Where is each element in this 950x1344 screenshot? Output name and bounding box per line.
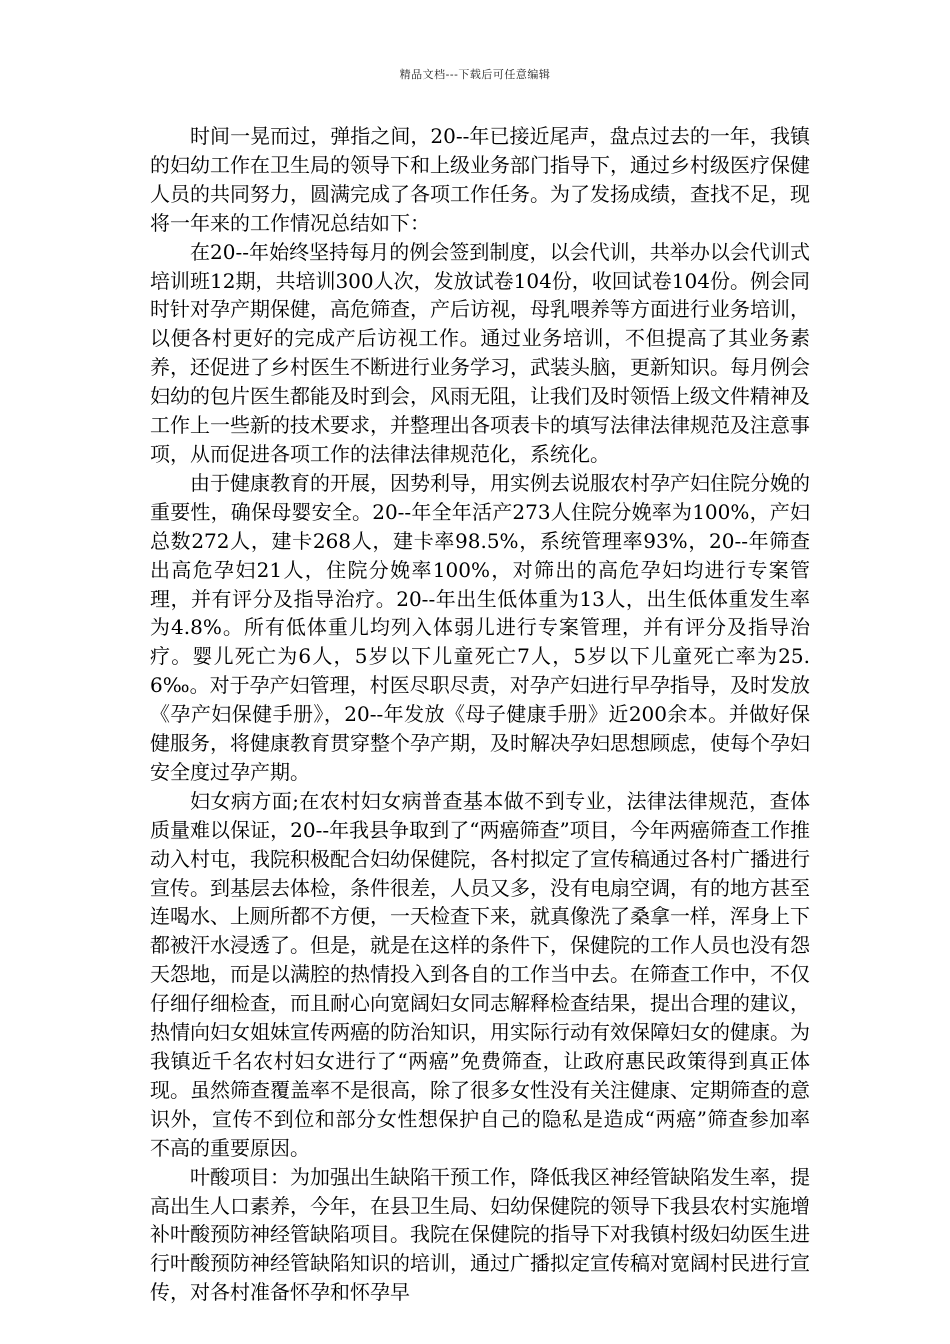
paragraph-maternal-health: 由于健康教育的开展，因势利导，用实例去说服农村孕产妇住院分娩的重要性，确保母婴安全。20--年全年活产273人住院分娩率为100%，产妇总数272人，建卡268人，建卡率98.5%，系统管理率93%，20--年筛查出高危孕妇21人，住院分娩率100%，对筛出的高危孕妇均进行专案管理，并有评分及指导治疗。20--年出生低体重为13人，出生低体重发生率为4.8%。所有低体重儿均列入体弱儿进行专案管理，并有评分及指导治疗。婴儿死亡为6人，5岁以下儿童死亡7人，5岁以下儿童死亡率为25.6‰。对于孕产妇管理，村医尽职尽责，对孕产妇进行早孕指导，及时发放《孕产妇保健手册》，20--年发放《母子健康手册》近200余本。并做好保健服务，将健康教育贯穿整个孕产期，及时解决孕妇思想顾虑，使每个孕妇安全度过孕产期。	[150, 470, 810, 784]
paragraph-womens-disease: 妇女病方面;在农村妇女病普查基本做不到专业，法律法律规范，查体质量难以保证，20--年我县争取到了“两癌筛查”项目，今年两癌筛查工作推动入村屯，我院积极配合妇幼保健院，各村拟定了宣传稿通过各村广播进行宣传。到基层去体检，条件很差，人员又多，没有电扇空调，有的地方甚至连喝水、上厕所都不方便，一天检查下来，就真像洗了桑拿一样，浑身上下都被汗水浸透了。但是，就是在这样的条件下，保健院的工作人员也没有怨天怨地，而是以满腔的热情投入到各自的工作当中去。在筛查工作中，不仅仔细仔细检查，而且耐心向宽阔妇女同志解释检查结果，提出合理的建议，热情向妇女姐妹宣传两癌的防治知识，用实际行动有效保障妇女的健康。为我镇近千名农村妇女进行了“两癌”免费筛查，让政府惠民政策得到真正体现。虽然筛查覆盖率不是很高，除了很多女性没有关注健康、定期筛查的意识外，宣传不到位和部分女性想保护自己的隐私是造成“两癌”筛查参加率不高的重要原因。	[150, 788, 810, 1160]
document-body	[150, 122, 810, 1307]
paragraph-folic-acid: 叶酸项目：为加强出生缺陷干预工作，降低我区神经管缺陷发生率，提高出生人口素养，今年，在县卫生局、妇幼保健院的领导下我县农村实施增补叶酸预防神经管缺陷项目。我院在保健院的指导下对我镇村级妇幼医生进行叶酸预防神经管缺陷知识的培训，通过广播拟定宣传稿对宽阔村民进行宣传，对各村准备怀孕和怀孕早	[150, 1164, 810, 1305]
page-header: 精品文档---下载后可任意编辑	[399, 68, 551, 81]
paragraph-intro: 时间一晃而过，弹指之间，20--年已接近尾声，盘点过去的一年，我镇的妇幼工作在卫生局的领导下和上级业务部门指导下，通过乡村级医疗保健人员的共同努力，圆满完成了各项工作任务。为了发扬成绩，查找不足，现将一年来的工作情况总结如下：	[150, 124, 810, 235]
paragraph-training: 在20--年始终坚持每月的例会签到制度，以会代训，共举办以会代训式培训班12期，共培训300人次，发放试卷104份，收回试卷104份。例会同时针对孕产期保健，高危筛查，产后访视，母乳喂养等方面进行业务培训，以便各村更好的完成产后访视工作。通过业务培训，不但提高了其业务素养，还促进了乡村医生不断进行业务学习，武装头脑，更新知识。每月例会妇幼的包片医生都能及时到会，风雨无阻，让我们及时领悟上级文件精神及工作上一些新的技术要求，并整理出各项表卡的填写法律法律规范及注意事项，从而促进各项工作的法律法律规范化，系统化。	[150, 239, 810, 466]
